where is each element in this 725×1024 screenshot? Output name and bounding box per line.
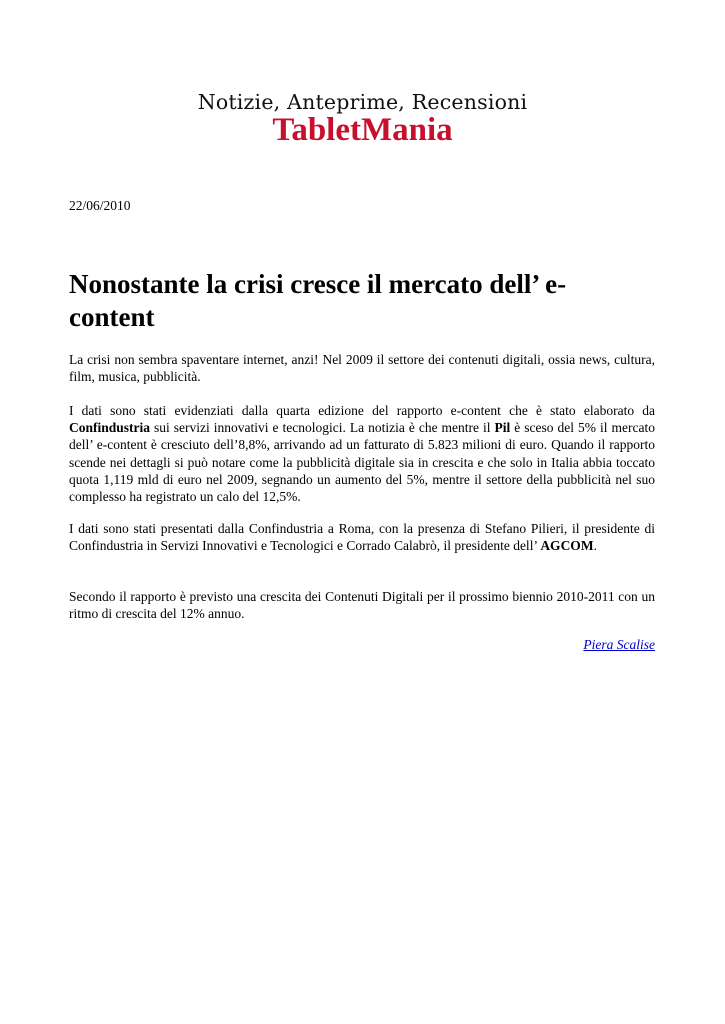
- paragraph-report: [69, 402, 655, 505]
- text-run: I dati sono stati presentati dalla Confindustria a Roma, con la presenza di Stefano Pilieri, il presidente di Confindustria in Servizi Innovativi e Tecnologici e Corrado Calabrò, il presidente dell’: [69, 521, 655, 554]
- logo-name: TabletMania: [272, 112, 453, 148]
- text-run: sui servizi innovativi e tecnologici. La notizia è che mentre il: [150, 420, 495, 436]
- article-date: 22/06/2010: [69, 198, 131, 213]
- bold-agcom: AGCOM: [540, 538, 594, 554]
- bold-confindustria: Confindustria: [69, 420, 151, 436]
- text-run: .: [593, 538, 597, 554]
- text-run: è sceso del 5% il mercato dell’ e-content è cresciuto dell’8,8%, arrivando ad un fatturato di 5.823 milioni di euro. Quando il rapporto scende nei dettagli si può notare come la pubblicità digitale sia in crescita e che solo in Italia abbia toccato quota 1,119 mld di euro nel 2009, segnando un aumento del 5%, mentre il settore della pubblicità nel suo complesso ha registrato un calo del 12,5%.: [69, 420, 655, 505]
- bold-pil: Pil: [494, 420, 511, 436]
- paragraph-presentation: [69, 520, 655, 554]
- logo-tagline: Notizie, Anteprime, Recensioni: [197, 90, 528, 114]
- author-link[interactable]: Piera Scalise: [583, 637, 655, 652]
- paragraph-intro: La crisi non sembra spaventare internet, anzi! Nel 2009 il settore dei contenuti digitali, ossia news, cultura, film, musica, pubblicità.: [69, 352, 655, 385]
- site-logo: [0, 90, 725, 149]
- article-title: Nonostante la crisi cresce il mercato dell’ e-content: [69, 269, 567, 332]
- text-run: I dati sono stati evidenziati dalla quarta edizione del rapporto e-content che è stato elaborato da: [69, 403, 655, 418]
- paragraph-forecast: Secondo il rapporto è previsto una crescita dei Contenuti Digitali per il prossimo biennio 2010-2011 con un ritmo di crescita del 12% annuo.: [69, 589, 655, 622]
